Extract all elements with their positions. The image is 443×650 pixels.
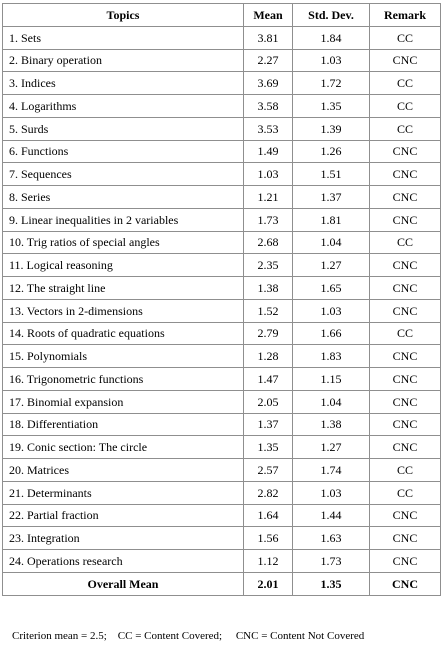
std-dev-cell: 1.03 — [293, 299, 370, 322]
mean-cell: 1.49 — [244, 140, 293, 163]
remark-cell: CNC — [370, 140, 441, 163]
table-row — [3, 140, 441, 163]
topic-cell: 12. The straight line — [3, 277, 244, 300]
std-dev-cell: 1.38 — [293, 413, 370, 436]
table-row — [3, 26, 441, 49]
std-dev-cell: 1.81 — [293, 208, 370, 231]
table-body — [3, 26, 441, 572]
remark-cell: CNC — [370, 277, 441, 300]
remark-cell: CNC — [370, 390, 441, 413]
remark-cell: CNC — [370, 186, 441, 209]
remark-cell: CNC — [370, 254, 441, 277]
mean-cell: 1.12 — [244, 550, 293, 573]
mean-cell: 2.79 — [244, 322, 293, 345]
topic-cell: 11. Logical reasoning — [3, 254, 244, 277]
std-dev-cell: 1.26 — [293, 140, 370, 163]
overall-std-dev: 1.35 — [293, 572, 370, 595]
std-dev-cell: 1.04 — [293, 231, 370, 254]
std-dev-cell: 1.37 — [293, 186, 370, 209]
std-dev-cell: 1.27 — [293, 436, 370, 459]
header-topics: Topics — [3, 4, 244, 27]
mean-cell: 3.81 — [244, 26, 293, 49]
table-row — [3, 277, 441, 300]
std-dev-cell: 1.65 — [293, 277, 370, 300]
topic-cell: 2. Binary operation — [3, 49, 244, 72]
remark-cell: CNC — [370, 163, 441, 186]
mean-cell: 1.47 — [244, 368, 293, 391]
topic-cell: 22. Partial fraction — [3, 504, 244, 527]
mean-cell: 1.37 — [244, 413, 293, 436]
header-remark: Remark — [370, 4, 441, 27]
table-footnote — [12, 630, 364, 642]
remark-cell: CNC — [370, 527, 441, 550]
table-row — [3, 504, 441, 527]
std-dev-cell: 1.03 — [293, 481, 370, 504]
table-row — [3, 95, 441, 118]
std-dev-cell: 1.04 — [293, 390, 370, 413]
remark-cell: CC — [370, 117, 441, 140]
topic-cell: 13. Vectors in 2-dimensions — [3, 299, 244, 322]
table-row — [3, 254, 441, 277]
table-row — [3, 72, 441, 95]
mean-cell: 1.52 — [244, 299, 293, 322]
footnote-criterion: Criterion mean = 2.5; — [12, 630, 107, 642]
table-row — [3, 436, 441, 459]
overall-label: Overall Mean — [3, 572, 244, 595]
remark-cell: CNC — [370, 208, 441, 231]
mean-cell: 2.35 — [244, 254, 293, 277]
std-dev-cell: 1.72 — [293, 72, 370, 95]
topic-cell: 17. Binomial expansion — [3, 390, 244, 413]
std-dev-cell: 1.73 — [293, 550, 370, 573]
mean-cell: 3.58 — [244, 95, 293, 118]
remark-cell: CNC — [370, 299, 441, 322]
table-row — [3, 208, 441, 231]
mean-cell: 1.21 — [244, 186, 293, 209]
mean-cell: 1.35 — [244, 436, 293, 459]
std-dev-cell: 1.83 — [293, 345, 370, 368]
topic-cell: 24. Operations research — [3, 550, 244, 573]
topic-cell: 6. Functions — [3, 140, 244, 163]
topic-cell: 15. Polynomials — [3, 345, 244, 368]
std-dev-cell: 1.66 — [293, 322, 370, 345]
remark-cell: CC — [370, 459, 441, 482]
topic-cell: 16. Trigonometric functions — [3, 368, 244, 391]
remark-cell: CNC — [370, 436, 441, 459]
header-mean: Mean — [244, 4, 293, 27]
topic-cell: 23. Integration — [3, 527, 244, 550]
table-row — [3, 163, 441, 186]
remark-cell: CC — [370, 95, 441, 118]
table-row — [3, 481, 441, 504]
topic-cell: 14. Roots of quadratic equations — [3, 322, 244, 345]
topics-table — [2, 3, 441, 596]
table-row — [3, 550, 441, 573]
topic-cell: 9. Linear inequalities in 2 variables — [3, 208, 244, 231]
overall-mean: 2.01 — [244, 572, 293, 595]
topic-cell: 18. Differentiation — [3, 413, 244, 436]
mean-cell: 2.57 — [244, 459, 293, 482]
topic-cell: 1. Sets — [3, 26, 244, 49]
std-dev-cell: 1.35 — [293, 95, 370, 118]
std-dev-cell: 1.27 — [293, 254, 370, 277]
std-dev-cell: 1.63 — [293, 527, 370, 550]
std-dev-cell: 1.03 — [293, 49, 370, 72]
remark-cell: CNC — [370, 413, 441, 436]
std-dev-cell: 1.44 — [293, 504, 370, 527]
table-row — [3, 49, 441, 72]
std-dev-cell: 1.84 — [293, 26, 370, 49]
topic-cell: 10. Trig ratios of special angles — [3, 231, 244, 254]
mean-cell: 1.38 — [244, 277, 293, 300]
mean-cell: 1.56 — [244, 527, 293, 550]
table-row — [3, 117, 441, 140]
remark-cell: CC — [370, 481, 441, 504]
topic-cell: 3. Indices — [3, 72, 244, 95]
std-dev-cell: 1.39 — [293, 117, 370, 140]
topic-cell: 4. Logarithms — [3, 95, 244, 118]
mean-cell: 2.68 — [244, 231, 293, 254]
overall-remark: CNC — [370, 572, 441, 595]
topic-cell: 21. Determinants — [3, 481, 244, 504]
remark-cell: CNC — [370, 504, 441, 527]
remark-cell: CNC — [370, 550, 441, 573]
table-row — [3, 527, 441, 550]
mean-cell: 1.73 — [244, 208, 293, 231]
topic-cell: 7. Sequences — [3, 163, 244, 186]
table-row — [3, 459, 441, 482]
header-std-dev: Std. Dev. — [293, 4, 370, 27]
topic-cell: 20. Matrices — [3, 459, 244, 482]
remark-cell: CC — [370, 26, 441, 49]
remark-cell: CC — [370, 322, 441, 345]
table-row — [3, 368, 441, 391]
topic-cell: 5. Surds — [3, 117, 244, 140]
std-dev-cell: 1.15 — [293, 368, 370, 391]
table-row — [3, 390, 441, 413]
mean-cell: 3.53 — [244, 117, 293, 140]
remark-cell: CNC — [370, 49, 441, 72]
mean-cell: 2.05 — [244, 390, 293, 413]
mean-cell: 1.64 — [244, 504, 293, 527]
table-row — [3, 186, 441, 209]
topic-cell: 8. Series — [3, 186, 244, 209]
std-dev-cell: 1.74 — [293, 459, 370, 482]
mean-cell: 2.82 — [244, 481, 293, 504]
std-dev-cell: 1.51 — [293, 163, 370, 186]
table-header-row — [3, 4, 441, 27]
remark-cell: CC — [370, 231, 441, 254]
remark-cell: CNC — [370, 368, 441, 391]
table-row — [3, 231, 441, 254]
table-row — [3, 322, 441, 345]
overall-mean-row — [3, 572, 441, 595]
footnote-cc: CC = Content Covered; — [117, 630, 223, 642]
table-row — [3, 299, 441, 322]
remark-cell: CNC — [370, 345, 441, 368]
mean-cell: 2.27 — [244, 49, 293, 72]
mean-cell: 1.28 — [244, 345, 293, 368]
table-row — [3, 413, 441, 436]
mean-cell: 1.03 — [244, 163, 293, 186]
mean-cell: 3.69 — [244, 72, 293, 95]
topic-cell: 19. Conic section: The circle — [3, 436, 244, 459]
footnote-cnc: CNC = Content Not Covered — [235, 630, 365, 642]
remark-cell: CC — [370, 72, 441, 95]
table-row — [3, 345, 441, 368]
